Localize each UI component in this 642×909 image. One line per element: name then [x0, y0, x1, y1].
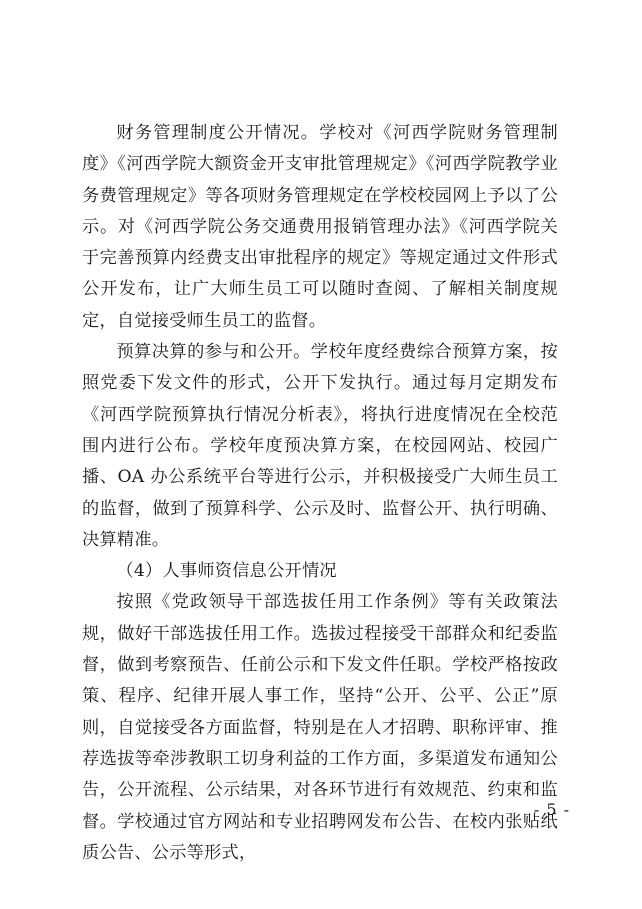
page-number: - 5 - — [533, 800, 570, 819]
document-body — [82, 118, 558, 869]
section-heading-personnel: （4）人事师资信息公开情况 — [116, 561, 337, 582]
paragraph-budget-disclosure: 预算决算的参与和公开。学校年度经费综合预算方案，按照党委下发文件的形式，公开下发执行。通过每月定期发布《河西学院预算执行情况分析表》，将执行进度情况在全校范围内进行公布。学校年度预决算方案，在校园网站、校园广播、OA 办公系统平台等进行公示，并积极接受广大师生员工的监督，做到了预算科学、公示及时、监督公开、执行明确、决算精准。 — [82, 342, 558, 550]
paragraph-finance-rules: 财务管理制度公开情况。学校对《河西学院财务管理制度》《河西学院大额资金开支审批管理规定》《河西学院教学业务费管理规定》等各项财务管理规定在学校校园网上予以了公示。对《河西学院公务交通费用报销管理办法》《河西学院关于完善预算内经费支出审批程序的规定》等规定通过文件形式公开发布，让广大师生员工可以随时查阅、了解相关制度规定，自觉接受师生员工的监督。 — [82, 123, 558, 331]
paragraph-personnel-disclosure: 按照《党政领导干部选拔任用工作条例》等有关政策法规，做好干部选拔任用工作。选拔过程接受干部群众和纪委监督，做到考察预告、任前公示和下发文件任职。学校严格按政策、程序、纪律开展人事工作，坚持“公开、公平、公正”原则，自觉接受各方面监督，特别是在人才招聘、职称评审、推荐选拔等牵涉教职工切身利益的工作方面，多渠道发布通知公告，公开流程、公示结果，对各环节进行有效规范、约束和监督。学校通过官方网站和专业招聘网发布公告、在校内张贴纸质公告、公示等形式， — [82, 592, 558, 863]
